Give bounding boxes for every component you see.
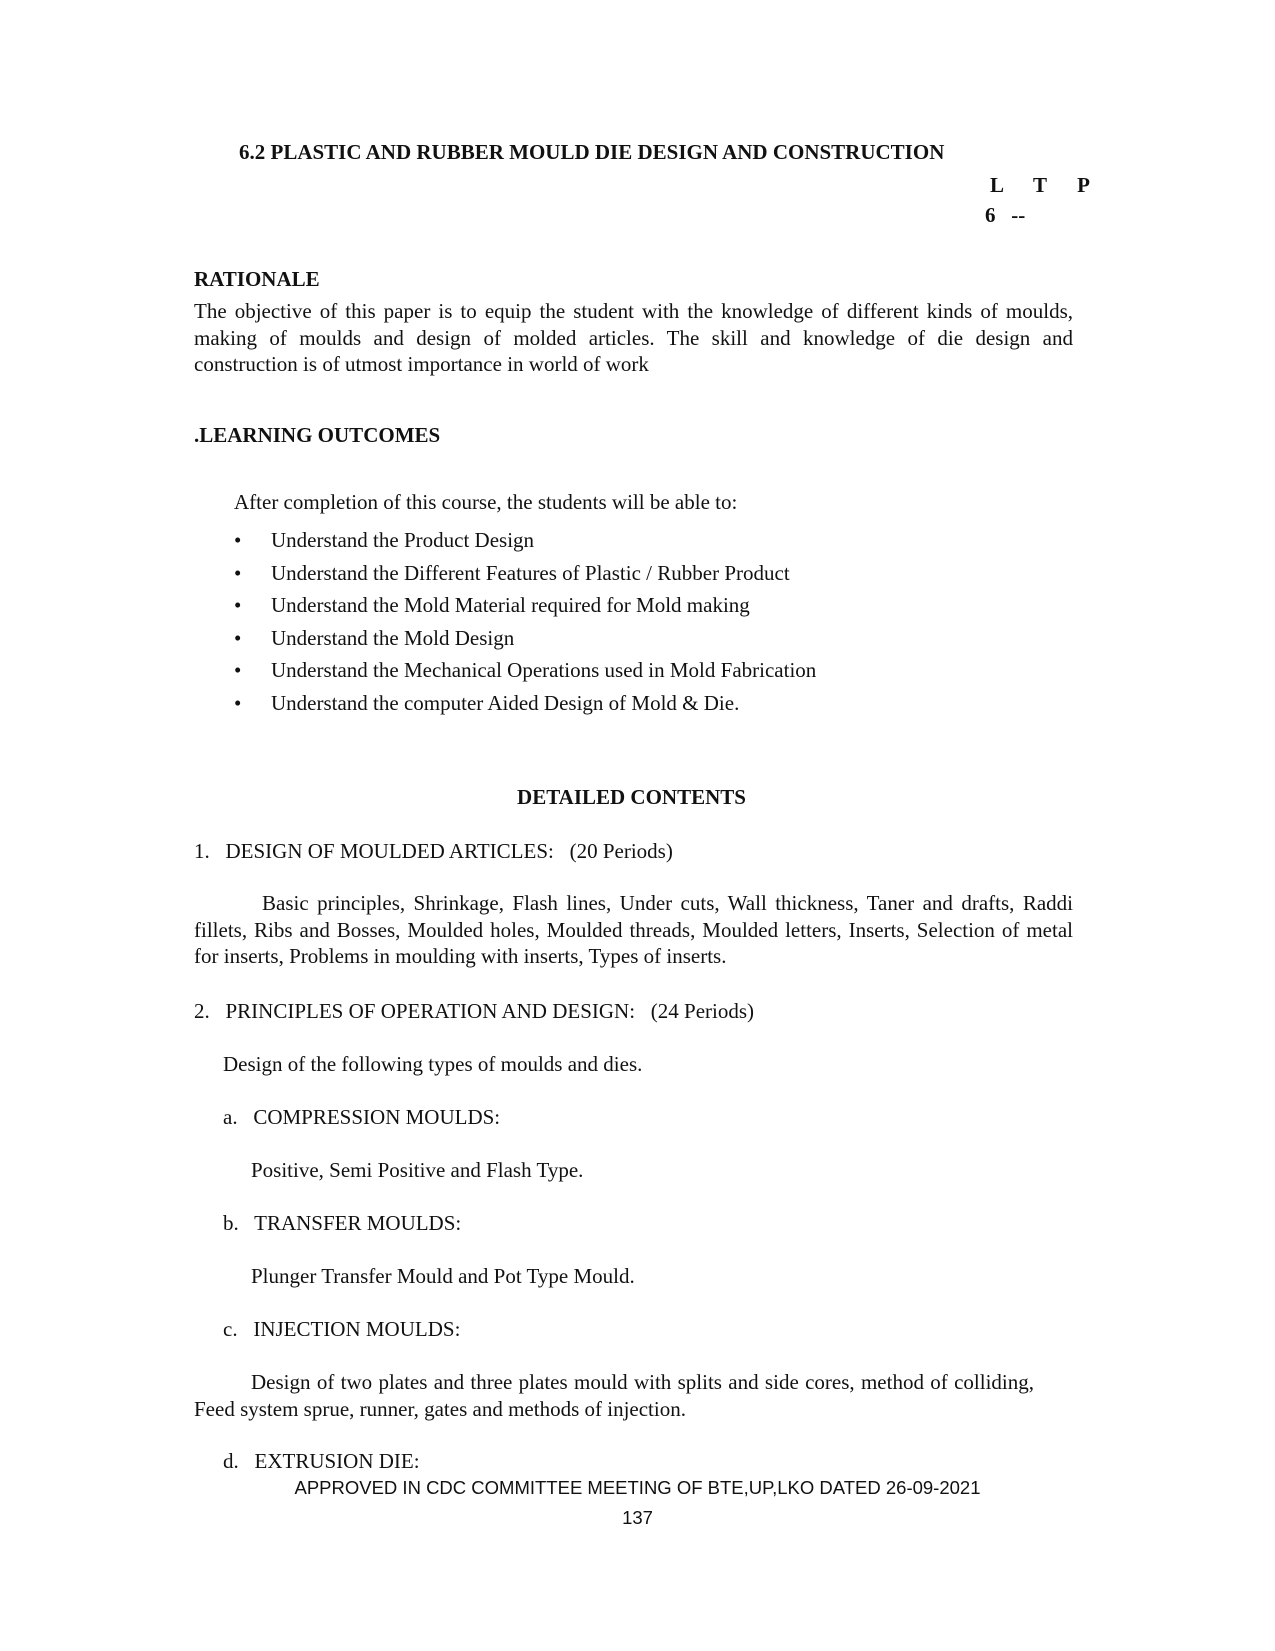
ltp-values: 6 -- <box>985 203 1026 227</box>
bullet-icon: • <box>234 690 242 715</box>
rationale-heading: RATIONALE <box>194 267 320 291</box>
list-item: • Understand the computer Aided Design of Mold & Die. <box>234 687 816 720</box>
learning-outcomes-intro: After completion of this course, the students will be able to: <box>234 490 738 514</box>
bullet-icon: • <box>234 593 242 617</box>
bullet-icon: • <box>234 528 242 552</box>
rationale-text: The objective of this paper is to equip the student with the knowledge of different kinds of moulds, making of moulds and design of molded articles. The skill and knowledge of die design and construction is of utmost importance in world of work <box>194 299 1073 376</box>
list-item: • Understand the Mold Material required for Mold making <box>234 589 816 622</box>
list-item: • Understand the Mechanical Operations used in Mold Fabrication <box>234 654 816 687</box>
subsection-b-title: b. TRANSFER MOULDS: <box>223 1211 462 1235</box>
section1-text: Basic principles, Shrinkage, Flash lines, Under cuts, Wall thickness, Taner and drafts, Raddi fillets, Ribs and Bosses, Moulded holes, Moulded threads, Moulded letters, Inserts, Selection of metal for inserts, Problems in moulding with inserts, Types of inserts. <box>194 891 1073 968</box>
list-item: • Understand the Product Design <box>234 524 816 557</box>
bullet-icon: • <box>234 658 242 682</box>
bullet-icon: • <box>234 625 242 650</box>
subsection-d-title: d. EXTRUSION DIE: <box>223 1449 420 1473</box>
course-title: 6.2 PLASTIC AND RUBBER MOULD DIE DESIGN AND CONSTRUCTION <box>239 140 945 164</box>
subsection-c-title: c. INJECTION MOULDS: <box>223 1317 461 1341</box>
list-item: • Understand the Different Features of Plastic / Rubber Product <box>234 557 816 590</box>
subsection-a-text: Positive, Semi Positive and Flash Type. <box>251 1158 584 1182</box>
learning-outcomes-heading: .LEARNING OUTCOMES <box>194 423 441 447</box>
subsection-b-text: Plunger Transfer Mould and Pot Type Mould. <box>251 1264 635 1288</box>
footer-approval: APPROVED IN CDC COMMITTEE MEETING OF BTE,UP,LKO DATED 26-09-2021 <box>294 1477 981 1498</box>
bullet-icon: • <box>234 560 242 585</box>
learning-outcomes-list <box>234 524 816 719</box>
detailed-contents-heading: DETAILED CONTENTS <box>517 785 746 809</box>
section1-title: 1. DESIGN OF MOULDED ARTICLES: (20 Periods) <box>194 839 673 863</box>
ltp-header: L T P <box>990 173 1090 197</box>
section2-intro: Design of the following types of moulds and dies. <box>223 1052 643 1076</box>
section2-title: 2. PRINCIPLES OF OPERATION AND DESIGN: (24 Periods) <box>194 999 755 1023</box>
page-number: 137 <box>622 1507 653 1528</box>
list-item: • Understand the Mold Design <box>234 622 816 655</box>
subsection-a-title: a. COMPRESSION MOULDS: <box>223 1105 501 1129</box>
subsection-c-text: Design of two plates and three plates mould with splits and side cores, method of colliding, Feed system sprue, runner, gates and methods of injection. <box>194 1370 1034 1421</box>
